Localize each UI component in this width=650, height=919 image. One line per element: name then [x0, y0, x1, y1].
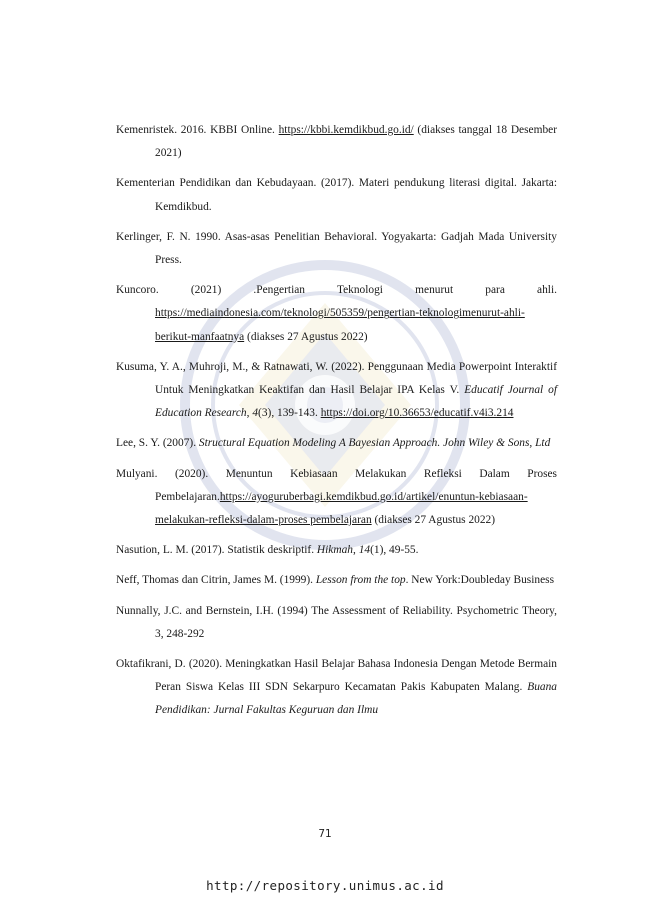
reference-entry [116, 226, 557, 272]
reference-text: Kusuma, Y. A., Muhroji, M., & Ratnawati, W. (2022). Penggunaan Media Powerpoint Interaktif Untuk Meningkatkan Keaktifan dan Hasil Belajar IPA Kelas V. [116, 360, 557, 397]
reference-italic-text: Hikmah [316, 544, 353, 557]
reference-entry [116, 600, 557, 646]
reference-entry [116, 539, 557, 562]
reference-text: Nunnally, J.C. and Bernstein, I.H. (1994) The Assessment of Reliability. Psychometric Theory, 3, 248-292 [116, 604, 557, 640]
reference-text: (diakses tanggal 18 Desember 2021) [155, 124, 557, 160]
reference-text: (3), 139-143. [258, 407, 321, 420]
reference-text: , [246, 407, 253, 420]
reference-entry [116, 172, 557, 218]
reference-italic-text: Lesson from the top [315, 574, 406, 587]
reference-entry [116, 432, 557, 455]
reference-text: Kemenristek. 2016. KBBI Online. [116, 124, 279, 136]
reference-italic-text: 4 [252, 407, 259, 420]
page-number: 71 [318, 828, 332, 840]
reference-entry [116, 356, 557, 426]
reference-entry [116, 119, 557, 165]
reference-entry [116, 463, 557, 533]
reference-link[interactable]: https://mediaindonesia.com/teknologi/505359/pengertian-teknologimenurut-ahli-berikut-manfaatnya [155, 307, 525, 343]
reference-italic-text: Educatif Journal of Education Research [155, 384, 557, 420]
reference-italic-text: Structural Equation Modeling A Bayesian Approach. John Wiley & Sons, Ltd [198, 437, 551, 450]
reference-text: Oktafikrani, D. (2020). Meningkatkan Hasil Belajar Bahasa Indonesia Dengan Metode Bermain Peran Siswa Kelas III SDN Sekarpuro Kecamatan Pakis Kabupaten Malang. [116, 658, 557, 694]
reference-text: Lee, S. Y. (2007). [116, 437, 199, 450]
reference-link[interactable]: https://kbbi.kemdikbud.go.id/ [278, 124, 414, 136]
reference-entry [116, 569, 557, 592]
reference-text: Neff, Thomas dan Citrin, James M. (1999). [116, 574, 316, 587]
reference-text: Nasution, L. M. (2017). Statistik deskriptif. [116, 544, 317, 557]
reference-text: Kementerian Pendidikan dan Kebudayaan. (2017). Materi pendukung literasi digital. Jakarta: Kemdikbud. [116, 177, 557, 213]
reference-link[interactable]: https://doi.org/10.36653/educatif.v4i3.214 [320, 407, 514, 420]
repository-footer-url[interactable]: http://repository.unimus.ac.id [206, 878, 444, 893]
reference-text: . New York:Doubleday Business [405, 574, 555, 587]
reference-entry [116, 279, 557, 349]
reference-text: (diakses 27 Agustus 2022) [371, 514, 496, 527]
reference-text: , [352, 544, 359, 557]
reference-text: Kuncoro. (2021) .Pengertian Teknologi menurut para ahli. [116, 284, 557, 297]
reference-italic-text: Buana Pendidikan: Jurnal Fakultas Keguruan dan Ilmu [155, 681, 557, 717]
reference-text: Mulyani. (2020). Menuntun Kebiasaan Melakukan Refleksi Dalam Proses Pembelajaran. [116, 467, 557, 503]
reference-list [116, 119, 557, 723]
reference-link[interactable]: https://ayoguruberbagi.kemdikbud.go.id/artikel/enuntun-kebiasaan-melakukan-refleksi-dalam-proses pembelajaran [155, 490, 528, 527]
reference-italic-text: 14 [358, 544, 371, 557]
reference-text: Kerlinger, F. N. 1990. Asas-asas Penelitian Behavioral. Yogyakarta: Gadjah Mada University Press. [116, 230, 557, 267]
reference-entry [116, 653, 557, 723]
reference-text: (diakses 27 Agustus 2022) [244, 330, 368, 343]
reference-text: (1), 49-55. [370, 544, 419, 557]
